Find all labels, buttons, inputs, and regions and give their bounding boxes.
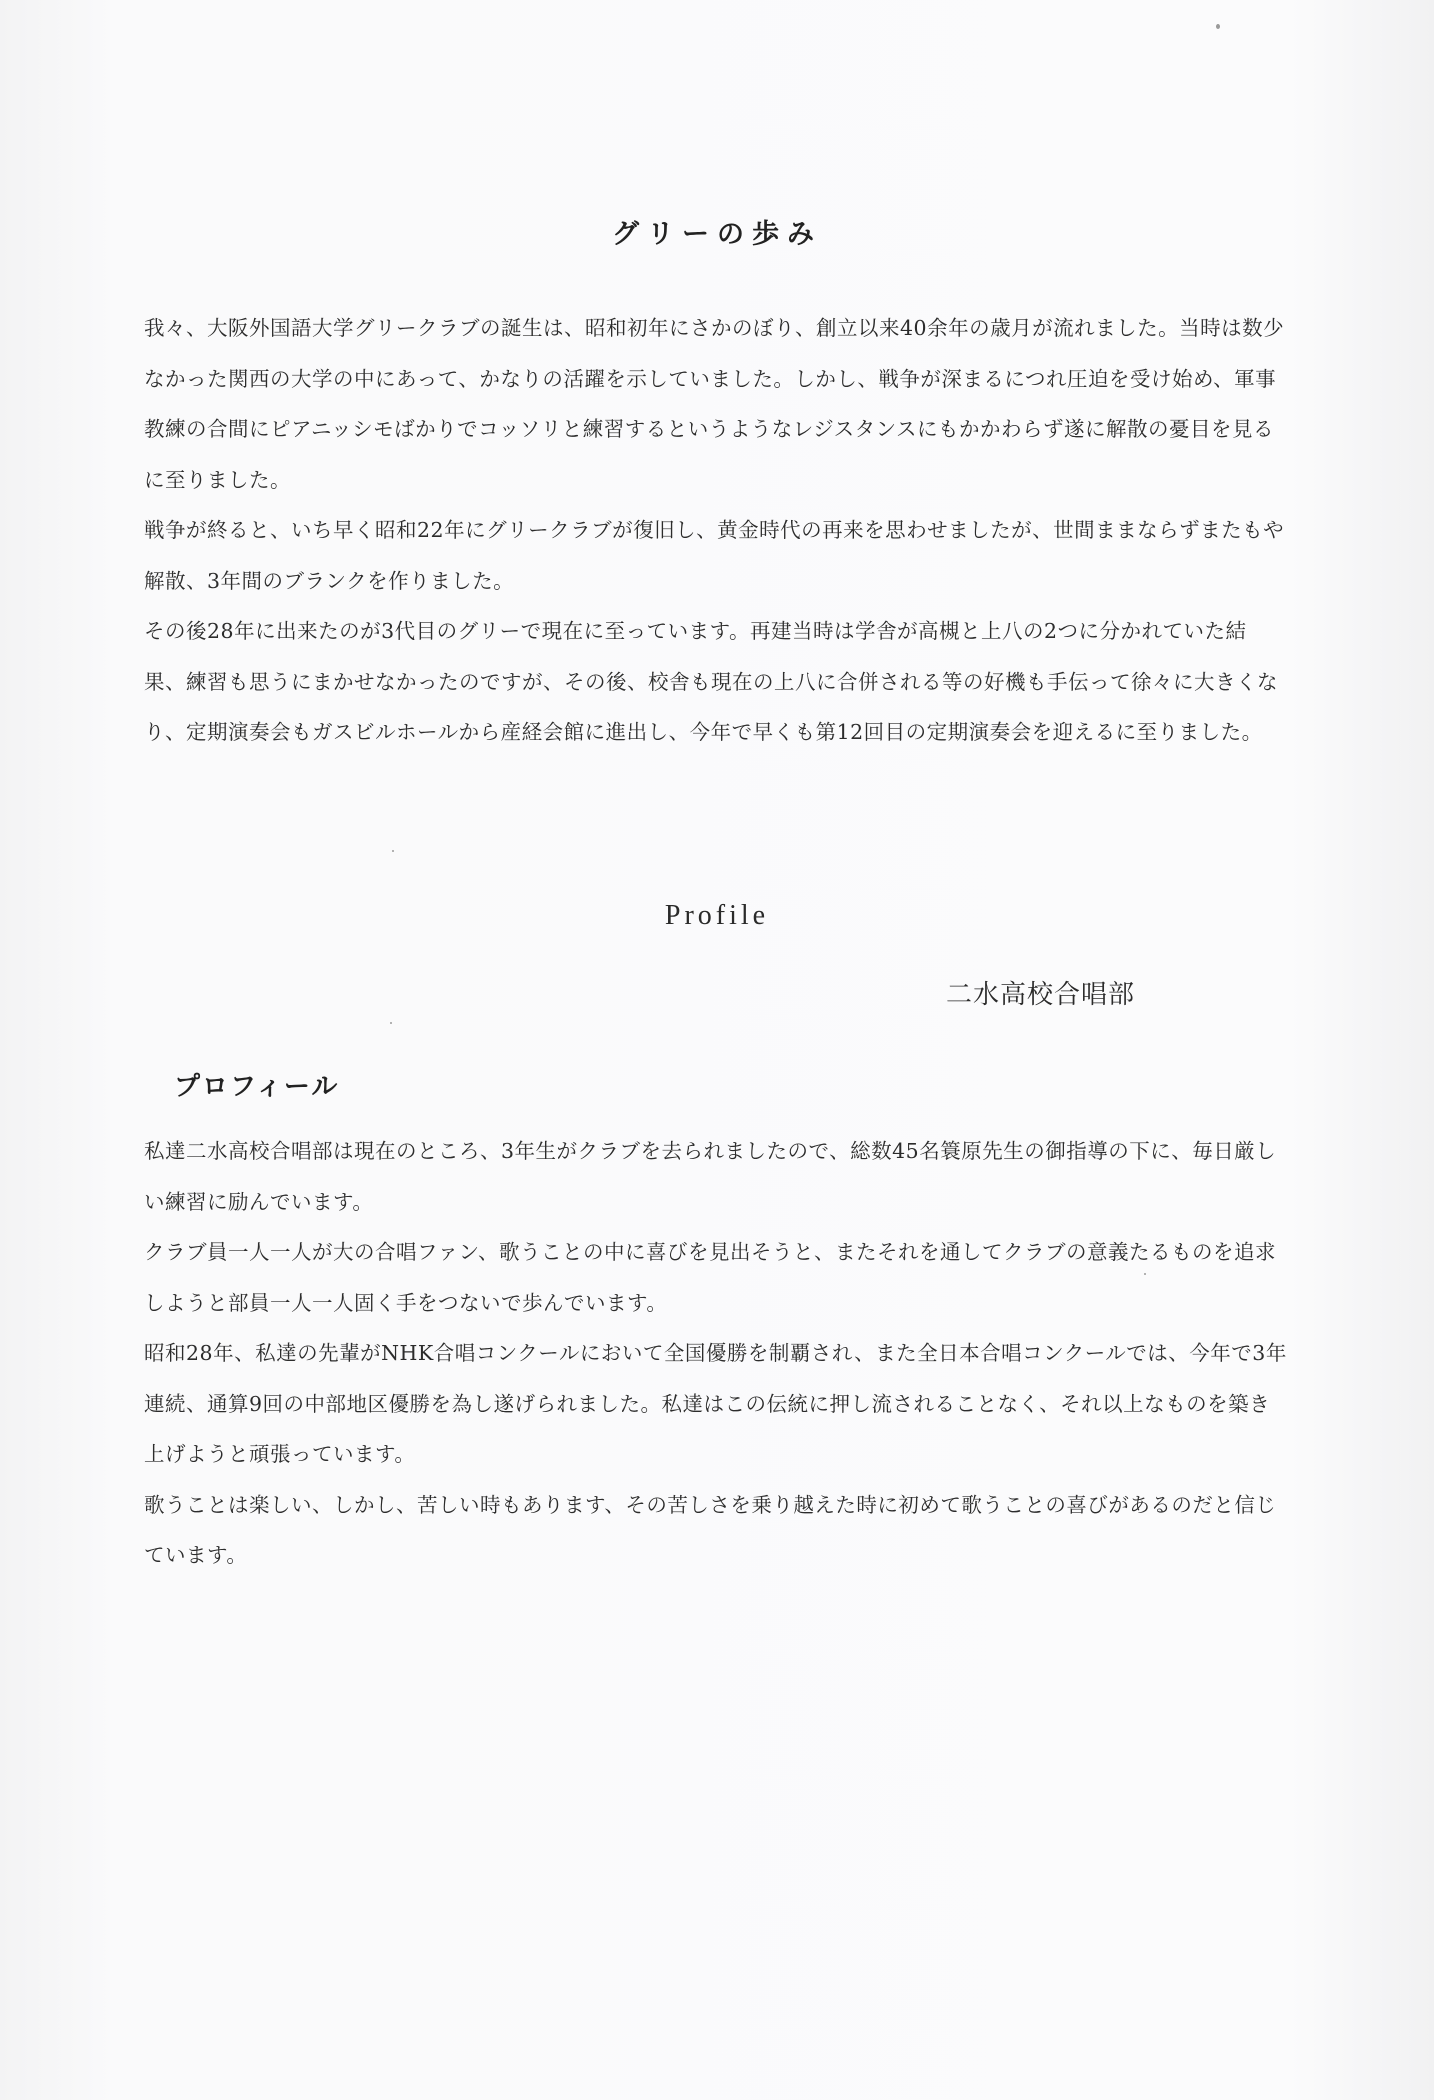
history-title: グリーの歩み: [612, 219, 822, 250]
paper-speck: [1216, 24, 1220, 29]
paper-speck: [1144, 1273, 1146, 1275]
profile-paragraph-1: 私達二水高校合唱部は現在のところ、3年生がクラブを去られましたので、総数45名簑原先生の御指導の下に、毎日厳しい練習に励んでいます。: [144, 1139, 1277, 1214]
profile-paragraph-4: 歌うことは楽しい、しかし、苦しい時もあります、その苦しさを乗り越えた時に初めて歌うことの喜びがあるのだと信じています。: [144, 1492, 1277, 1567]
profile-paragraph-3: 昭和28年、私達の先輩がNHK合唱コンクールにおいて全国優勝を制覇され、また全日本合唱コンクールでは、今年で3年連続、通算9回の中部地区優勝を為し遂げられました。私達はこの伝統に押し流されることなく、それ以上なものを築き上げようと頑張っています。: [144, 1341, 1287, 1466]
profile-subheading: プロフィール: [174, 1072, 340, 1102]
choir-name: 二水高校合唱部: [946, 980, 1136, 1010]
paper-speck: [390, 1022, 392, 1024]
profile-text: [144, 1126, 1288, 1581]
history-paragraph-3: その後28年に出来たのが3代目のグリーで現在に至っています。再建当時は学舎が高槻と上八の2つに分かれていた結果、練習も思うにまかせなかったのですが、その後、校舎も現在の上八に合併される等の好機も手伝って徐々に大きくなり、定期演奏会もガスビルホールから産経会館に進出し、今年で早くも第12回目の定期演奏会を迎えるに至りました。: [144, 619, 1278, 744]
history-paragraph-2: 戦争が終ると、いち早く昭和22年にグリークラブが復旧し、黄金時代の再来を思わせましたが、世間ままならずまたもや解散、3年間のブランクを作りました。: [144, 518, 1285, 593]
profile-heading: Profile: [664, 900, 770, 931]
history-text: [144, 303, 1288, 758]
paper-speck: [392, 850, 394, 852]
history-paragraph-1: 我々、大阪外国語大学グリークラブの誕生は、昭和初年にさかのぼり、創立以来40余年の歳月が流れました。当時は数少なかった関西の大学の中にあって、かなりの活躍を示していました。しかし、戦争が深まるにつれ圧迫を受け始め、軍事教練の合間にピアニッシモばかりでコッソリと練習するというようなレジスタンスにもかかわらず遂に解散の憂目を見るに至りました。: [144, 316, 1285, 492]
profile-paragraph-2: クラブ員一人一人が大の合唱ファン、歌うことの中に喜びを見出そうと、またそれを通してクラブの意義たるものを追求しようと部員一人一人固く手をつないで歩んでいます。: [144, 1240, 1276, 1315]
